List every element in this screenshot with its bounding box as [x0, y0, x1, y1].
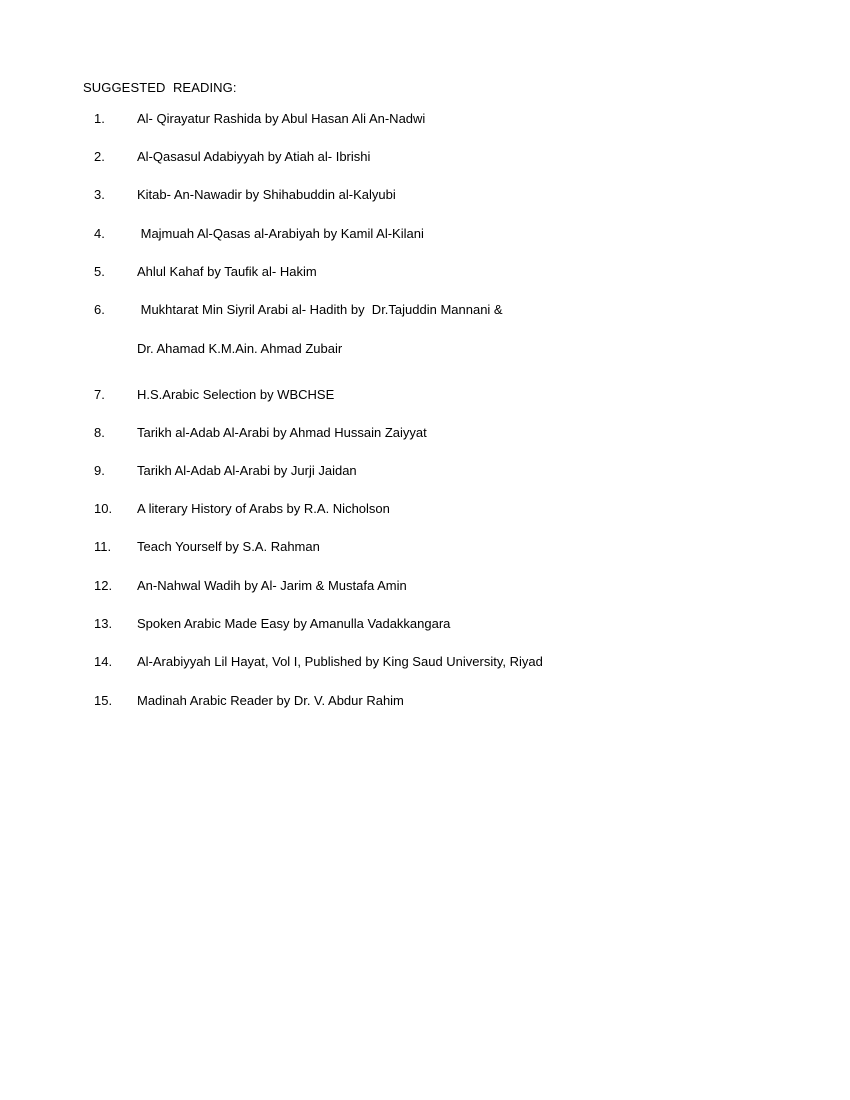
- list-item: [0, 616, 850, 636]
- item-number: 15.: [94, 693, 113, 708]
- list-item: [0, 463, 850, 483]
- item-number: 4.: [94, 226, 105, 241]
- item-number: 13.: [94, 616, 113, 631]
- item-number: 6.: [94, 302, 105, 317]
- item-title: An-Nahwal Wadih by Al- Jarim & Mustafa Amin: [137, 578, 407, 593]
- item-number: 1.: [94, 111, 105, 126]
- list-item: [0, 387, 850, 407]
- item-number: 10.: [94, 501, 113, 516]
- section-heading: SUGGESTED READING:: [83, 80, 237, 95]
- list-item: [0, 425, 850, 445]
- item-title: Spoken Arabic Made Easy by Amanulla Vadakkangara: [137, 616, 451, 631]
- item-title: Kitab- An-Nawadir by Shihabuddin al-Kalyubi: [137, 187, 396, 202]
- item-title: Mukhtarat Min Siyril Arabi al- Hadith by Dr.Tajuddin Mannani &: [137, 302, 503, 317]
- list-item: [0, 264, 850, 284]
- item-title: Al-Qasasul Adabiyyah by Atiah al- Ibrishi: [137, 149, 371, 164]
- item-number: 14.: [94, 654, 113, 669]
- item-title: Madinah Arabic Reader by Dr. V. Abdur Rahim: [137, 693, 404, 708]
- item-title: Ahlul Kahaf by Taufik al- Hakim: [137, 264, 317, 279]
- list-item: [0, 187, 850, 207]
- item-number: 3.: [94, 187, 105, 202]
- item-title: Al-Arabiyyah Lil Hayat, Vol I, Published by King Saud University, Riyad: [137, 654, 543, 669]
- list-item: [0, 539, 850, 559]
- list-item: [0, 693, 850, 713]
- item-title-continuation: Dr. Ahamad K.M.Ain. Ahmad Zubair: [137, 341, 343, 356]
- list-item: [0, 226, 850, 246]
- list-item: [0, 149, 850, 169]
- list-item: [0, 501, 850, 521]
- list-item: [0, 578, 850, 598]
- item-number: 8.: [94, 425, 105, 440]
- item-title: Majmuah Al-Qasas al-Arabiyah by Kamil Al-Kilani: [137, 226, 424, 241]
- list-item: [0, 111, 850, 131]
- item-title: Tarikh Al-Adab Al-Arabi by Jurji Jaidan: [137, 463, 357, 478]
- item-title: A literary History of Arabs by R.A. Nicholson: [137, 501, 390, 516]
- item-title: Al- Qirayatur Rashida by Abul Hasan Ali An-Nadwi: [137, 111, 426, 126]
- item-title: H.S.Arabic Selection by WBCHSE: [137, 387, 335, 402]
- list-item: [0, 302, 850, 362]
- item-number: 2.: [94, 149, 105, 164]
- item-number: 12.: [94, 578, 113, 593]
- item-title: Teach Yourself by S.A. Rahman: [137, 539, 320, 554]
- item-number: 5.: [94, 264, 105, 279]
- list-item: [0, 654, 850, 674]
- item-title: Tarikh al-Adab Al-Arabi by Ahmad Hussain Zaiyyat: [137, 425, 427, 440]
- item-number: 11.: [94, 539, 112, 554]
- item-number: 7.: [94, 387, 105, 402]
- item-number: 9.: [94, 463, 105, 478]
